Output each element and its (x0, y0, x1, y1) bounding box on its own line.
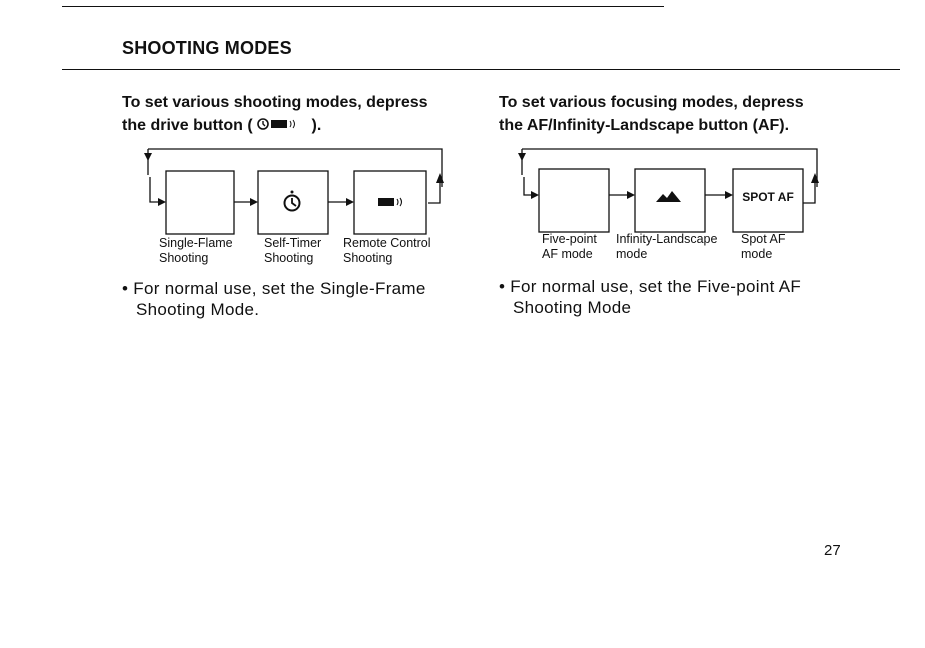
top-rule (62, 6, 664, 7)
drive-note: • For normal use, set the Single-Frame Shooting Mode. (122, 279, 426, 319)
drive-heading-line1: To set various shooting modes, depress (122, 94, 428, 111)
focus-note: • For normal use, set the Five-point AF Shooting Mode (499, 277, 802, 317)
section-title: SHOOTING MODES (122, 38, 292, 58)
drive-mode-cycle-diagram (140, 145, 450, 240)
drive-button-icon (257, 118, 307, 133)
drive-heading (122, 91, 428, 137)
single-frame-box (166, 171, 234, 234)
drive-caption-2: Self-Timer Shooting (264, 236, 322, 265)
focus-caption-3: Spot AF mode (741, 232, 786, 261)
focus-heading-line1: To set various focusing modes, depress (499, 94, 804, 111)
drive-caption-1: Single-Flame Shooting (159, 236, 233, 265)
page-number: 27 (824, 542, 841, 559)
self-timer-box (258, 171, 328, 234)
drive-heading-line2: the drive button ( ). (122, 117, 322, 134)
focus-caption-2: Infinity-Landscape mode (616, 232, 718, 261)
drive-caption-3: Remote Control Shooting (343, 236, 431, 265)
five-point-af-box (539, 169, 609, 232)
focus-mode-cycle-diagram (515, 145, 827, 240)
focus-heading (499, 91, 804, 137)
title-rule (62, 69, 900, 70)
focus-caption-1: Five-point AF mode (542, 232, 597, 261)
focus-heading-line2: the AF/Infinity-Landscape button (AF). (499, 117, 790, 134)
spot-af-icon: SPOT AF (742, 190, 794, 204)
